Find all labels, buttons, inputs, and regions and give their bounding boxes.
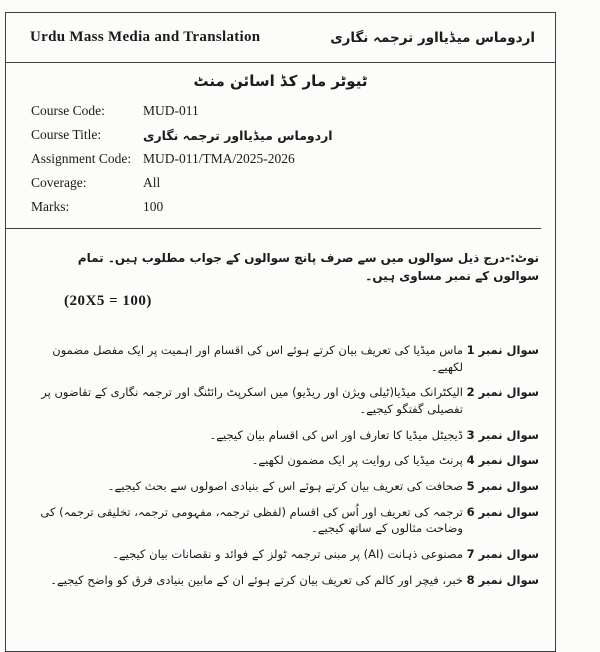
question-number-label: سوال نمبر 8 xyxy=(466,572,539,587)
question-text: ڈیجیٹل میڈیا کا تعارف اور اس کی اقسام بیان کیجیے۔ xyxy=(209,427,463,442)
question-text: ماس میڈیا کی تعریف بیان کرتے ہوئے اس کی اقسام اور اہمیت پر ایک مفصل مضمون لکھیے۔ xyxy=(52,343,463,374)
question-text: ترجمہ کی تعریف اور اُس کی اقسام (لفظی ترجمہ، مفہومی ترجمہ، تخلیقی ترجمہ) کی وضاحت مثالوں کے ساتھ کیجیے۔ xyxy=(40,504,463,536)
coverage-label: Coverage: xyxy=(31,175,87,190)
note-text: نوٹ:-درج ذیل سوالوں میں سے صرف پانچ سوالوں کے جواب مطلوب ہیں۔ تمام سوالوں کے نمبر مساوی ہیں۔ xyxy=(77,251,539,283)
course-title-row xyxy=(31,123,555,147)
assignment-subtitle: ٹیوٹر مار کڈ اسائن منٹ xyxy=(193,72,368,90)
question-row xyxy=(34,452,539,469)
question-number-label: سوال نمبر 6 xyxy=(466,504,539,519)
question-row xyxy=(34,478,539,495)
question-row xyxy=(34,504,539,537)
question-row xyxy=(34,384,539,417)
question-row xyxy=(34,342,539,375)
course-info-section xyxy=(6,97,555,219)
assignment-code-label: Assignment Code: xyxy=(31,151,132,166)
question-number-label: سوال نمبر 3 xyxy=(466,427,539,442)
course-title-value: اردوماس میڈیااور ترجمہ نگاری xyxy=(143,127,333,143)
question-row xyxy=(34,427,539,444)
question-text: پرنٹ میڈیا کی روایت پر ایک مضمون لکھیے۔ xyxy=(251,453,463,468)
question-number-label: سوال نمبر 2 xyxy=(466,385,539,400)
marks-row xyxy=(31,195,555,219)
question-text: الیکٹرانک میڈیا(ٹیلی ویژن اور ریڈیو) میں اسکرپٹ رائٹنگ اور ترجمہ نگاری کے تقاضوں پر تفصیلی گفتگو کیجیے۔ xyxy=(41,385,463,417)
questions-list xyxy=(6,342,555,588)
coverage-value: All xyxy=(143,175,161,190)
document-header xyxy=(6,13,555,63)
course-code-label: Course Code: xyxy=(31,103,105,118)
question-number-label: سوال نمبر 4 xyxy=(466,453,539,468)
question-text: مصنوعی ذہانت (AI) پر مبنی ترجمہ ٹولز کے فوائد و نقصانات بیان کیجیے۔ xyxy=(112,547,463,562)
course-code-value: MUD-011 xyxy=(143,103,199,118)
marks-value: 100 xyxy=(143,199,164,214)
document-page xyxy=(5,12,556,652)
coverage-row xyxy=(31,171,555,195)
question-number-label: سوال نمبر 1 xyxy=(466,343,539,357)
question-row xyxy=(34,546,539,563)
question-text: خبر، فیچر اور کالم کی تعریف بیان کرتے ہوئے ان کے مابین بنیادی فرق کو واضح کیجیے۔ xyxy=(50,572,463,587)
assignment-code-value: MUD-011/TMA/2025-2026 xyxy=(143,151,295,166)
course-title-label: Course Title: xyxy=(31,127,102,142)
marks-formula: (20X5 = 100) xyxy=(64,293,152,309)
header-title-english: Urdu Mass Media and Translation xyxy=(30,29,261,45)
course-code-row xyxy=(31,99,555,123)
header-title-urdu: اردوماس میڈیااور ترجمہ نگاری xyxy=(330,29,535,46)
question-number-label: سوال نمبر 7 xyxy=(466,547,539,562)
question-number-label: سوال نمبر 5 xyxy=(466,479,539,494)
question-row xyxy=(34,572,539,589)
question-text: صحافت کی تعریف بیان کرتے ہوئے اس کے بنیادی اصولوں سے بحث کیجیے۔ xyxy=(107,479,463,494)
assignment-code-row xyxy=(31,147,555,171)
marks-label: Marks: xyxy=(31,199,70,214)
